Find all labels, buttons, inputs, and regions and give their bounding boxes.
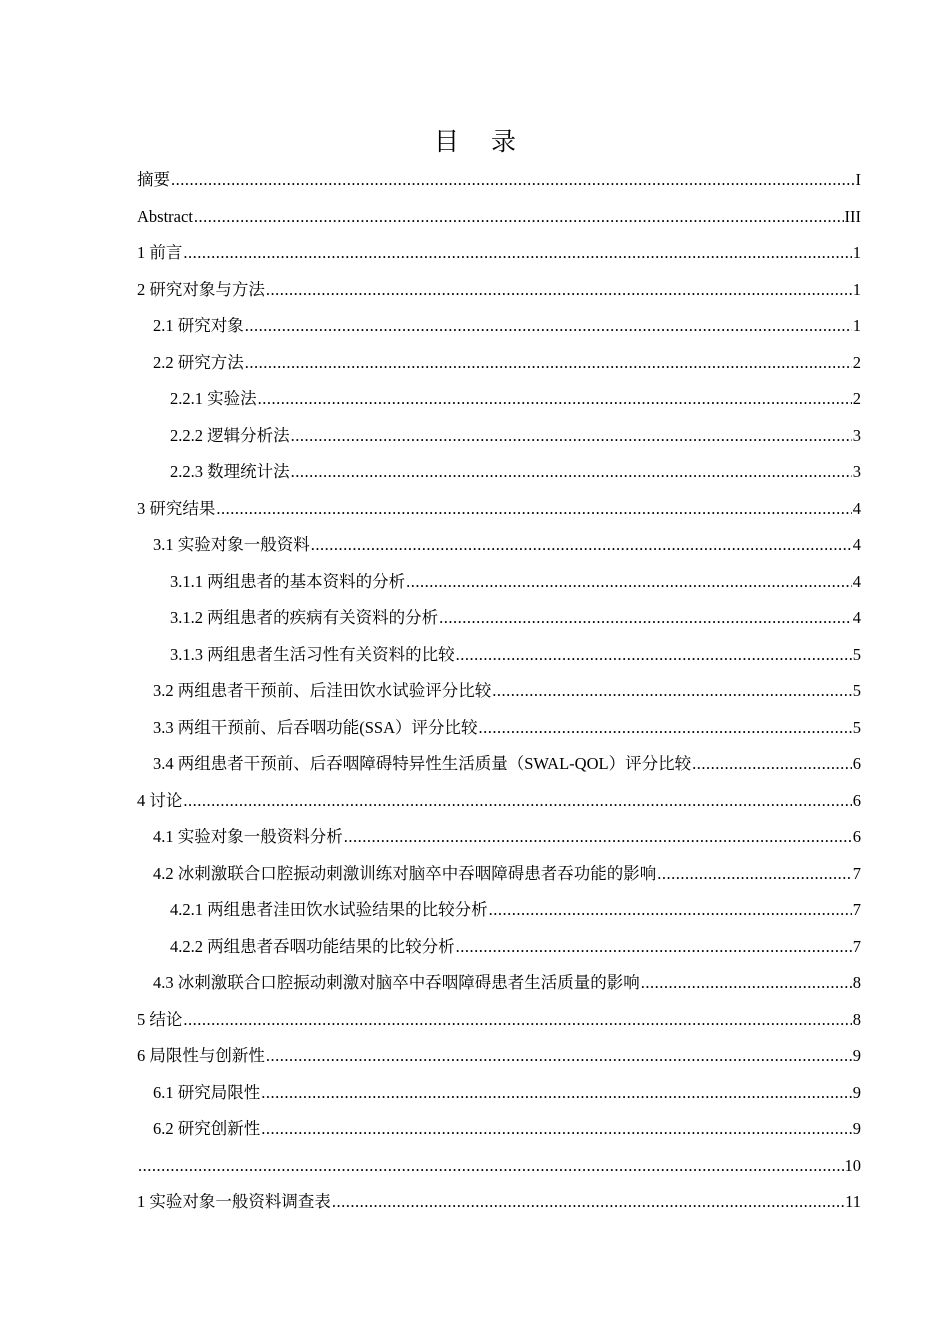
toc-page-number: 4 [852,535,861,554]
toc-leader-dots [332,1184,844,1221]
toc-leader-dots [258,381,852,418]
toc-page-number: 6 [852,827,861,846]
toc-entry[interactable] [137,381,861,418]
toc-leader-dots [183,783,851,820]
toc-entry[interactable] [137,1111,861,1148]
toc-entry-text: 5 结论 [137,1009,183,1029]
toc-leader-dots [183,1002,851,1039]
toc-entry-text: 1 实验对象一般资料调查表 [137,1192,331,1211]
toc-page-number: 9 [852,1046,861,1065]
toc-leader-dots [406,564,852,601]
toc-page-number: 7 [852,863,861,883]
toc-entry-text: 3.1 实验对象一般资料 [153,535,310,554]
toc-page-number: 6 [852,790,861,810]
toc-page-number: 4 [852,608,861,627]
toc-page-number: 1 [852,279,861,299]
toc-entry-text: 2.2 研究方法 [153,352,244,372]
toc-entry-text: 3.4 两组患者干预前、后吞咽障碍特异性生活质量（SWAL-QOL）评分比较 [153,754,692,773]
toc-entry[interactable] [137,673,861,710]
toc-page-number: 5 [852,681,861,700]
toc-entry[interactable] [137,746,861,783]
toc-entry-text: 6 局限性与创新性 [137,1046,265,1065]
toc-entry-text: 6.2 研究创新性 [153,1119,261,1138]
toc-entry[interactable] [137,783,861,820]
toc-leader-dots [261,1111,852,1148]
toc-entry-text: 4.2.1 两组患者洼田饮水试验结果的比较分析 [170,900,488,919]
toc-entry[interactable] [137,527,861,564]
toc-page-number: 1 [852,243,861,262]
toc-leader-dots [439,600,852,637]
toc-page-number: 4 [852,498,861,518]
page-title: 目 录 [434,127,528,156]
toc-entry-text: 2 研究对象与方法 [137,279,265,299]
toc-entry-text: 3.2 两组患者干预前、后洼田饮水试验评分比较 [153,681,492,700]
toc-leader-dots [216,491,851,528]
toc-entry[interactable] [137,1038,861,1075]
toc-leader-dots [311,527,852,564]
toc-page-number: 11 [845,1192,861,1211]
toc-page-number: 8 [852,1009,861,1029]
toc-entry[interactable] [137,491,861,528]
toc-page-number: 1 [852,316,861,335]
toc-leader-dots [261,1075,852,1112]
toc-page-number: 9 [852,1082,861,1102]
toc-page-number: 5 [852,644,861,664]
toc-entry[interactable] [137,235,861,272]
toc-entry-text: 2.2.1 实验法 [170,389,257,408]
toc-page-number: 3 [852,462,861,481]
toc-entry-text: 4.2.2 两组患者吞咽功能结果的比较分析 [170,936,455,956]
toc-leader-dots [245,345,852,382]
toc-leader-dots [291,454,852,491]
toc-entry[interactable] [137,819,861,856]
toc-entry[interactable] [137,929,861,966]
toc-entry-text: Abstract [137,206,193,226]
toc-entry[interactable] [137,892,861,929]
toc-entry-text: 3.1.1 两组患者的基本资料的分析 [170,571,406,591]
toc-entry-text: 6.1 研究局限性 [153,1082,261,1102]
toc-entry[interactable] [137,199,861,236]
toc-entry-text: 4.1 实验对象一般资料分析 [153,827,343,846]
toc-leader-dots [657,856,852,893]
toc-entry[interactable] [137,1002,861,1039]
toc-entry[interactable] [137,856,861,893]
toc-page-number: 5 [852,717,861,737]
toc-entry[interactable] [137,637,861,674]
toc-leader-dots [456,929,852,966]
toc-leader-dots [266,272,852,309]
toc-entry-text: 3.3 两组干预前、后吞咽功能(SSA）评分比较 [153,717,478,737]
toc-page-number: 6 [852,754,861,773]
toc-page-number: I [855,170,861,189]
toc-page-number: 2 [852,389,861,408]
toc-leader-dots [183,235,851,272]
toc-leader-dots [456,637,852,674]
toc-leader-dots [266,1038,852,1075]
toc-entry-text: 4.3 冰刺激联合口腔振动刺激对脑卒中吞咽障碍患者生活质量的影响 [153,973,640,992]
toc-leader-dots [171,162,855,199]
toc-page-number: 8 [852,973,861,992]
toc-entry-text: 2.2.3 数理统计法 [170,462,290,481]
toc-leader-dots [291,418,852,455]
toc-entry[interactable] [137,710,861,747]
toc-leader-dots [479,710,852,747]
toc-page-number: 10 [844,1155,861,1175]
toc-leader-dots [492,673,852,710]
toc-page-number: 9 [852,1119,861,1138]
toc-entry[interactable] [137,418,861,455]
toc-page-number: 2 [852,352,861,372]
toc-leader-dots [138,1148,844,1185]
toc-entry-text: 3 研究结果 [137,498,216,518]
toc-entry[interactable] [137,1184,861,1221]
toc-page-number: 7 [852,936,861,956]
toc-entry[interactable] [137,965,861,1002]
toc-entry-text: 4.2 冰刺激联合口腔振动刺激训练对脑卒中吞咽障碍患者吞功能的影响 [153,863,657,883]
toc-entry[interactable] [137,162,861,199]
toc-entry[interactable] [137,1075,861,1112]
toc-leader-dots [641,965,852,1002]
toc-entry[interactable] [137,564,861,601]
toc-entry-text: 摘要 [137,170,170,189]
toc-entry[interactable] [137,345,861,382]
toc-page-number: 3 [852,425,861,445]
toc-leader-dots [692,746,852,783]
toc-leader-dots [489,892,852,929]
toc-leader-dots [194,199,844,236]
toc-entry[interactable] [137,1148,861,1185]
toc-entry[interactable] [137,600,861,637]
toc-entry-text: 3.1.3 两组患者生活习性有关资料的比较 [170,644,455,664]
toc-entry-text: 1 前言 [137,243,183,262]
toc-entry[interactable] [137,272,861,309]
toc-entry-text: 3.1.2 两组患者的疾病有关资料的分析 [170,608,439,627]
toc-entry-text: 2.2.2 逻辑分析法 [170,425,290,445]
toc-leader-dots [344,819,852,856]
toc-entry[interactable] [137,454,861,491]
toc-page-number: 7 [852,900,861,919]
toc-entry-text: 4 讨论 [137,790,183,810]
toc-entry[interactable] [137,308,861,345]
toc-entry-text: 2.1 研究对象 [153,316,244,335]
toc-leader-dots [245,308,852,345]
toc-page-number: 4 [852,571,861,591]
table-of-contents [137,162,861,1221]
toc-page-number: III [844,206,861,226]
